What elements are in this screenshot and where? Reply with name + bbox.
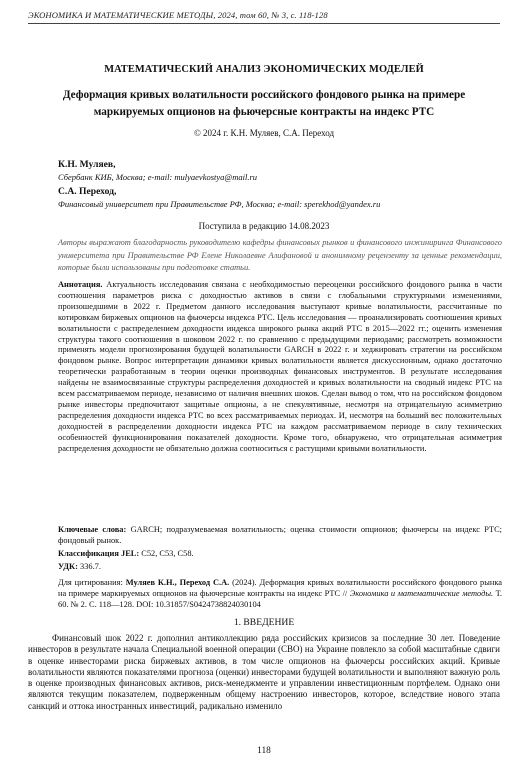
keywords [58, 524, 502, 546]
author-name: К.Н. Муляев, [58, 159, 116, 170]
abstract-label: Аннотация. [58, 280, 103, 289]
citation-details: Т. 60. № 2. С. 118—128. DOI: 10.31857/S0424738824030104 [58, 589, 503, 609]
abstract [58, 280, 502, 455]
citation-authors: Муляев К.Н., Переход С.А. [125, 578, 230, 587]
udk-label: УДК: [58, 562, 78, 571]
acknowledgement: Авторы выражают благодарность руководителю кафедры финансовых рынков и финансового инжиниринга Финансового университета при Правительстве РФ Елене Николаевне Алифановой и анонимному рецензенту за ценные рекомендации, которые были использованы при подготовке статьи. [58, 238, 502, 272]
author-affiliation: Финансовый университет при Правительстве РФ, Москва; e-mail: sperekhod@yandex.ru [58, 199, 381, 209]
jel-text: C52, C53, C58. [141, 549, 194, 558]
citation [58, 577, 502, 610]
intro-paragraph: Финансовый шок 2022 г. дополнил антиколлекцию ряда российских кризисов за последние 30 лет. Поведение инвесторов в результате начала Специальной военной операции (СВО) на Украине повлекло за собой масштабные сдвиги в оценке инвесторами риска биржевых активов, в том числе опционов на фьючерсы российских акций. Кривые волатильности являются показателями прогноза (оценки) инвесторами будущей волатильности и выполняют важную роль в оценке производных финансовых активов, риск-менеджменте и управлении инвестиционным портфелем. Однако они являются текущим показателем, подверженным общему настроению инвесторов, которое, вследствие нового этапа санкций и оттока иностранных инвестиций, радикально изменило [28, 633, 500, 711]
page-number: 118 [257, 746, 271, 756]
copyright-line: © 2024 г. К.Н. Муляев, С.А. Переход [193, 128, 335, 138]
keywords-label: Ключевые слова: [58, 525, 127, 534]
jel-label: Классификация JEL: [58, 549, 140, 558]
citation-prefix: Для цитирования: [58, 578, 123, 587]
section-title: МАТЕМАТИЧЕСКИЙ АНАЛИЗ ЭКОНОМИЧЕСКИХ МОДЕЛЕЙ [104, 64, 424, 75]
udk [58, 561, 502, 572]
author-affiliation: Сбербанк КИБ, Москва; e-mail: mulyaevkostya@mail.ru [58, 172, 258, 182]
author-name: С.А. Переход, [58, 186, 117, 197]
abstract-text: Актуальность исследования связана с необходимостью переоценки российского фондового рынка в части соотношения параметров риска с доходностью активов в связи с глобальными структурными изменениями, произошедшими в 2022 г. Предметом данного исследования выступают кривые волатильности, рассчитанные по котировкам биржевых опционов на фьючерсы индекса РТС. Цель исследования — проанализировать соотношения кривых волатильности с распределением доходности индекса широкого рынка акций РТС в 2015—2022 гг.; оценить изменения структуры такого соотношения в шоковом 2022 г. по сравнению с предыдущими периодами; рассмотреть возможности применять модели прогнозирования будущей волатильности GARCH в 2022 г. и хеджировать стратегии на российском фондовом рынке. Вопрос интерпретации динамики кривых волатильности является дискуссионным, однако достаточно теоретически разработанным в теории оценки производных финансовых инструментов. В результате исследования найдены не взаимосвязанные структуры распределения доходностей и кривых волатильности на сводный индекс РТС на всем рассматриваемом периоде, независимо от наличия внешних шоков. Сделан вывод о том, что на российском фондовом рынке инвесторы предпочитают защитные опционы, а не спекулятивные, несмотря на отрицательную асимметрию распределения доходности индекса РТС во всех рассматриваемых периодах. И, несмотря на больший вес положительных доходностей в распределении доходности индекса РТС на каждом рассматриваемом периоде в силу технических особенностей функционирования показателей доходности. Кроме того, обнаружено, что отрицательная асимметрия распределения доходности не обязательно должна соотноситься с растущими кривыми волатильности. [58, 280, 503, 453]
intro-heading: 1. ВВЕДЕНИЕ [233, 617, 295, 628]
citation-journal: Экономика и математические методы. [349, 589, 494, 598]
paper-title: Деформация кривых волатильности российского фондового рынка на примере маркируемых опционов на фьючерсные контракты на индекс РТС [62, 89, 466, 118]
header-rule [28, 23, 500, 24]
journal-header: ЭКОНОМИКА И МАТЕМАТИЧЕСКИЕ МЕТОДЫ, 2024, том 60, № 3, с. 118-128 [28, 10, 328, 20]
citation-body: (2024). Деформация кривых волатильности российского фондового рынка на примере маркируемых опционов на фьючерсные контракты на индекс РТС // [58, 578, 502, 598]
received-date: Поступила в редакцию 14.08.2023 [198, 221, 330, 231]
jel-classification [58, 548, 502, 559]
udk-text: 336.7. [80, 562, 101, 571]
keywords-text: GARCH; подразумеваемая волатильность; оценка стоимости опционов; фьючерсы на индекс РТС; фондовый рынок. [58, 525, 503, 545]
